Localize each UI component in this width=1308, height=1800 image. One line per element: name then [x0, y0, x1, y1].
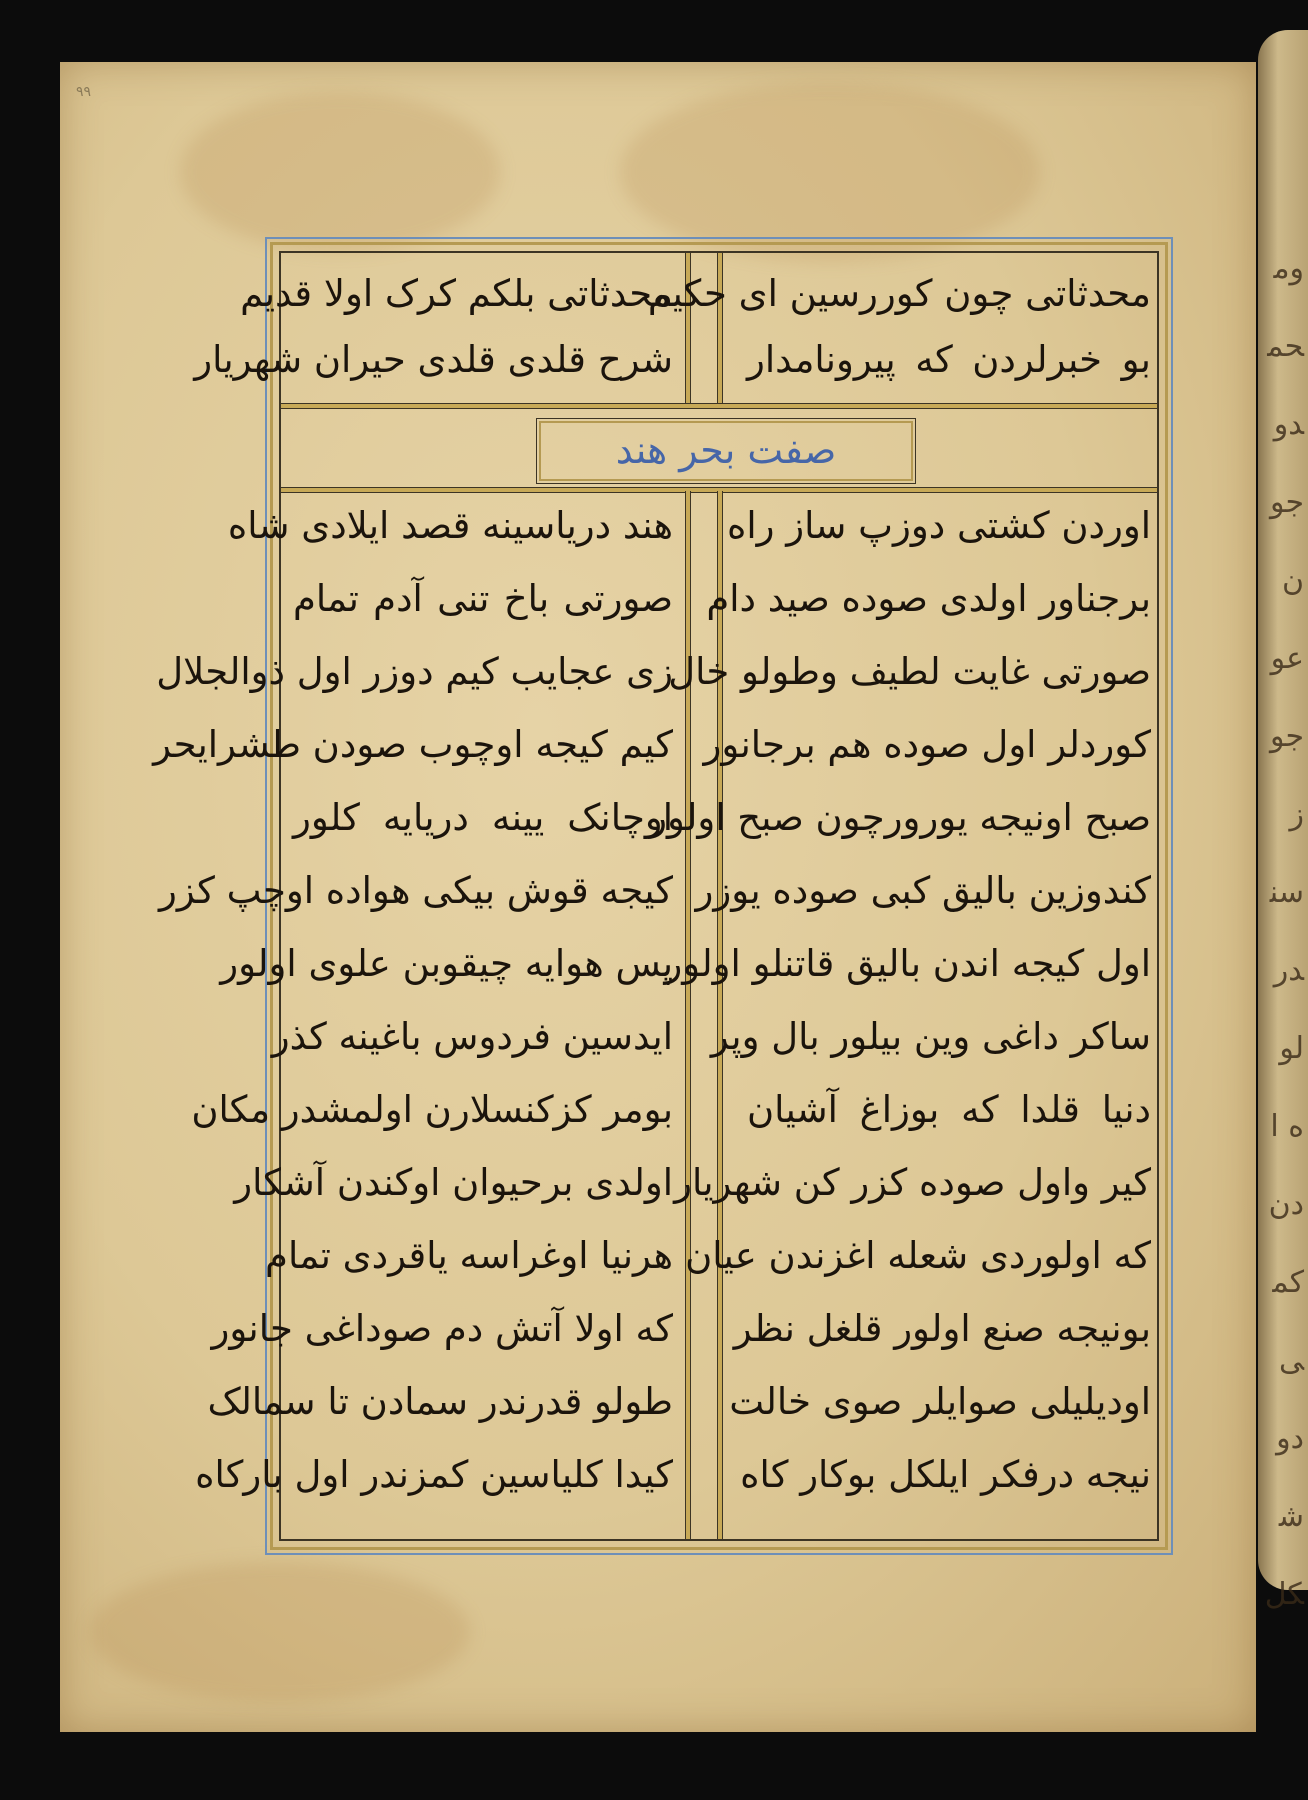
verse-line: بومر کزکنسلارن اولمشدر مکان	[191, 1088, 673, 1131]
verse-line: اولدی برحیوان اوکندن آشکار	[234, 1161, 673, 1204]
couplet-line-right-1: محدثاتی چون کوررسین ای حکیم	[647, 272, 1151, 315]
verse-line: هرنیا اوغراسه یاقردی تمام	[265, 1234, 673, 1277]
water-stain	[90, 1562, 470, 1702]
couplet-line-right-2: بو خبرلردن که پیرونامدار	[747, 338, 1151, 381]
verse-line: کوردلر اول صوده هم برجانور	[703, 723, 1151, 766]
heading-cartouche	[539, 421, 913, 481]
verse-line: که اولا آتش دم صوداغی جانور	[211, 1307, 673, 1350]
section-heading: صفت بحر هند	[615, 428, 837, 472]
water-stain	[180, 92, 500, 252]
verse-line: کیدا کلیاسین کمزندر اول بارکاه	[195, 1453, 673, 1496]
verse-line: پس هوایه چیقوبن علوی اولور	[220, 942, 673, 985]
verse-line: صبح اونیجه یورورچون صبح اولور	[649, 796, 1151, 839]
couplet-line-left-1: محدثاتی بلکم کرک اولا قدیم	[240, 272, 673, 315]
verse-line: اودیلیلی صوایلر صوی خالت	[729, 1380, 1151, 1423]
verse-line: دنیا قلدا که بوزاغ آشیان	[747, 1088, 1151, 1131]
couplet-line-left-2: شرح قلدی قلدی حیران شهریار	[194, 338, 673, 381]
verse-line: برجناور اولدی صوده صید دام	[706, 577, 1151, 620]
verse-line: صورتی باخ تنی آدم تمام	[293, 577, 673, 620]
text-frame	[153, 242, 1168, 1550]
verse-line: کیم کیجه اوچوب صودن طشرایحر	[153, 723, 673, 766]
verse-line: اول کیجه اندن بالیق قاتنلو اولور	[664, 942, 1151, 985]
verse-line: ایدسین فردوس باغینه کذر	[271, 1015, 673, 1058]
water-stain	[620, 82, 1040, 262]
folio-number: ٩٩	[76, 84, 92, 100]
verse-line: که اولوردی شعله اغزندن عیان	[685, 1234, 1151, 1277]
facing-page-text: ومحمدو جون عو جوز سندر لوه ادن کمی دو شکل	[1264, 251, 1304, 1612]
verse-line: بونیجه صنع اولور قلغل نظر	[733, 1307, 1151, 1350]
verse-line: اوچانک یینه دریایه کلور	[293, 796, 673, 839]
verse-line: کیجه قوش بیکی هواده اوچپ کزر	[158, 869, 673, 912]
verse-line: طولو قدرندر سمادن تا سمالک	[207, 1380, 673, 1423]
verse-line: کیر واول صوده کزر کن شهریار	[674, 1161, 1151, 1204]
verse-line: کندوزین بالیق کبی صوده یوزر	[695, 869, 1151, 912]
frame-inner-rule	[153, 251, 1159, 1541]
row-divider	[281, 403, 1157, 409]
verse-line: زی عجایب کیم دوزر اول ذوالجلال	[156, 650, 673, 693]
verse-line: نیجه درفکر ایلکل بوکار کاه	[740, 1453, 1151, 1496]
verse-line: هند دریاسینه قصد ایلادی شاه	[227, 504, 673, 547]
verse-line: اوردن کشتی دوزپ ساز راه	[726, 504, 1151, 547]
verse-line: صورتی غایت لطیف وطولو خال	[668, 650, 1151, 693]
verse-line: ساکر داغی وین بیلور بال وپر	[710, 1015, 1151, 1058]
